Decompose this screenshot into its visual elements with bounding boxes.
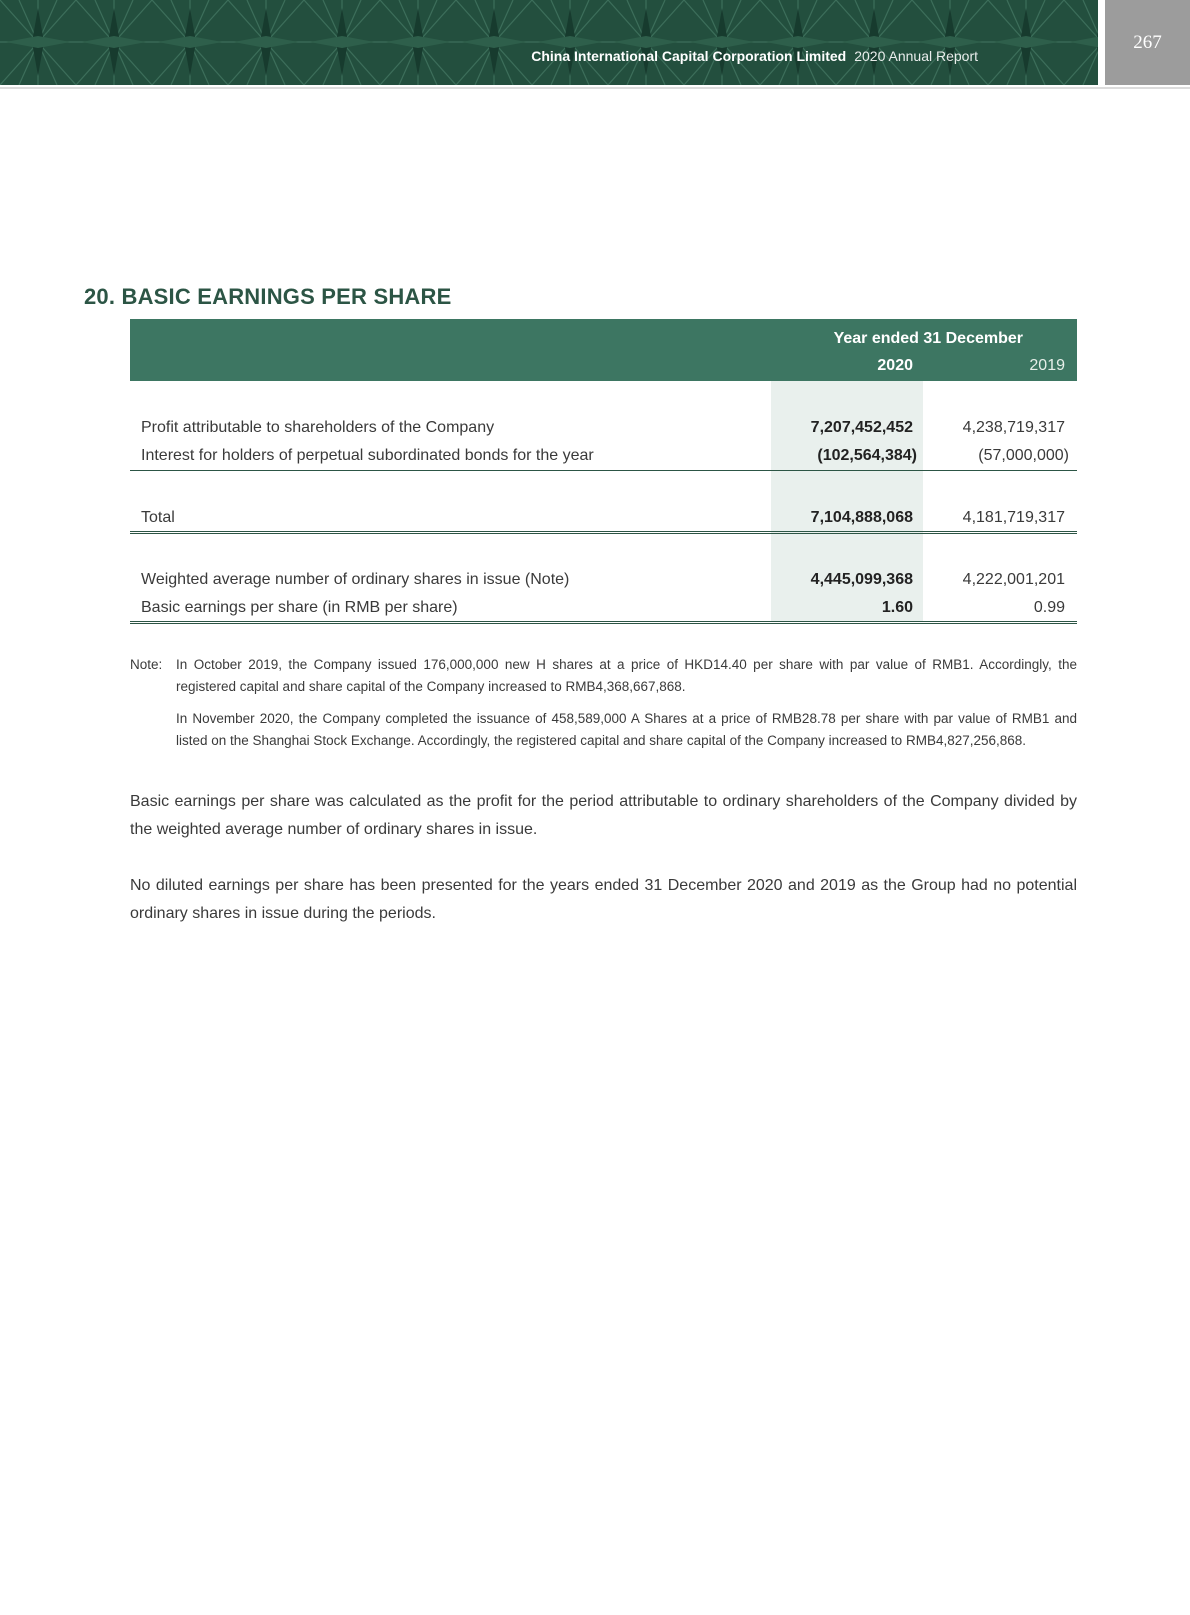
note-label: Note:	[130, 657, 163, 672]
header-pattern-band	[0, 0, 1098, 85]
value-2019: 4,238,719,317	[962, 419, 1065, 436]
value-2020: 7,104,888,068	[810, 509, 913, 526]
header-rule	[0, 87, 1190, 89]
total-rule	[130, 531, 1077, 534]
section-title: 20. BASIC EARNINGS PER SHARE	[84, 284, 452, 309]
value-2019: 4,222,001,201	[962, 571, 1065, 588]
note-paragraph-2: In November 2020, the Company completed the issuance of 458,589,000 A Shares at a price of RMB28.78 per share with par value of RMB1 and listed on the Shanghai Stock Exchange. Accordingly, the registered capital and share capital of the Company increased to RMB4,827,256,868.	[176, 711, 1077, 748]
row-label: Basic earnings per share (in RMB per share)	[141, 599, 458, 616]
value-2020: 7,207,452,452	[810, 419, 913, 436]
table-row	[130, 447, 1077, 471]
table-row	[130, 419, 1077, 443]
body-paragraph: Basic earnings per share was calculated as the profit for the period attributable to ordinary shareholders of the Company divided by the weighted average number of ordinary shares in issue.	[130, 793, 1077, 838]
table-bottom-rule	[130, 621, 1077, 624]
column-2019: 2019	[1029, 357, 1065, 374]
note	[130, 654, 1077, 752]
row-label: Interest for holders of perpetual subordinated bonds for the year	[141, 447, 594, 464]
value-2020: (102,564,384)	[817, 447, 917, 464]
report-name: 2020 Annual Report	[854, 48, 978, 64]
value-2020: 4,445,099,368	[810, 571, 913, 588]
table-row	[130, 571, 1077, 595]
table-row	[130, 509, 1077, 533]
value-2020: 1.60	[881, 599, 913, 616]
row-label: Total	[141, 509, 175, 526]
header-group-label: Year ended 31 December	[833, 330, 1023, 347]
running-header	[531, 48, 978, 64]
row-label: Weighted average number of ordinary shares in issue (Note)	[141, 571, 570, 588]
row-label: Profit attributable to shareholders of the Company	[141, 419, 495, 436]
company-name: China International Capital Corporation Limited	[531, 48, 847, 64]
column-2020: 2020	[877, 357, 913, 374]
value-2019: (57,000,000)	[978, 447, 1069, 464]
value-2019: 0.99	[1033, 599, 1065, 616]
page-number: 267	[1105, 0, 1190, 85]
note-paragraph-1: In October 2019, the Company issued 176,000,000 new H shares at a price of HKD14.40 per share with par value of RMB1. Accordingly, the registered capital and share capital of the Company increased to RMB4,368,667,868.	[176, 657, 1077, 694]
geometric-pattern	[0, 0, 1098, 85]
table-row	[130, 599, 1077, 623]
body-paragraph: No diluted earnings per share has been presented for the years ended 31 December 2020 and 2019 as the Group had no potential ordinary shares in issue during the periods.	[130, 877, 1077, 922]
table-header	[130, 319, 1077, 381]
value-2019: 4,181,719,317	[962, 509, 1065, 526]
subtotal-rule	[130, 470, 1077, 471]
